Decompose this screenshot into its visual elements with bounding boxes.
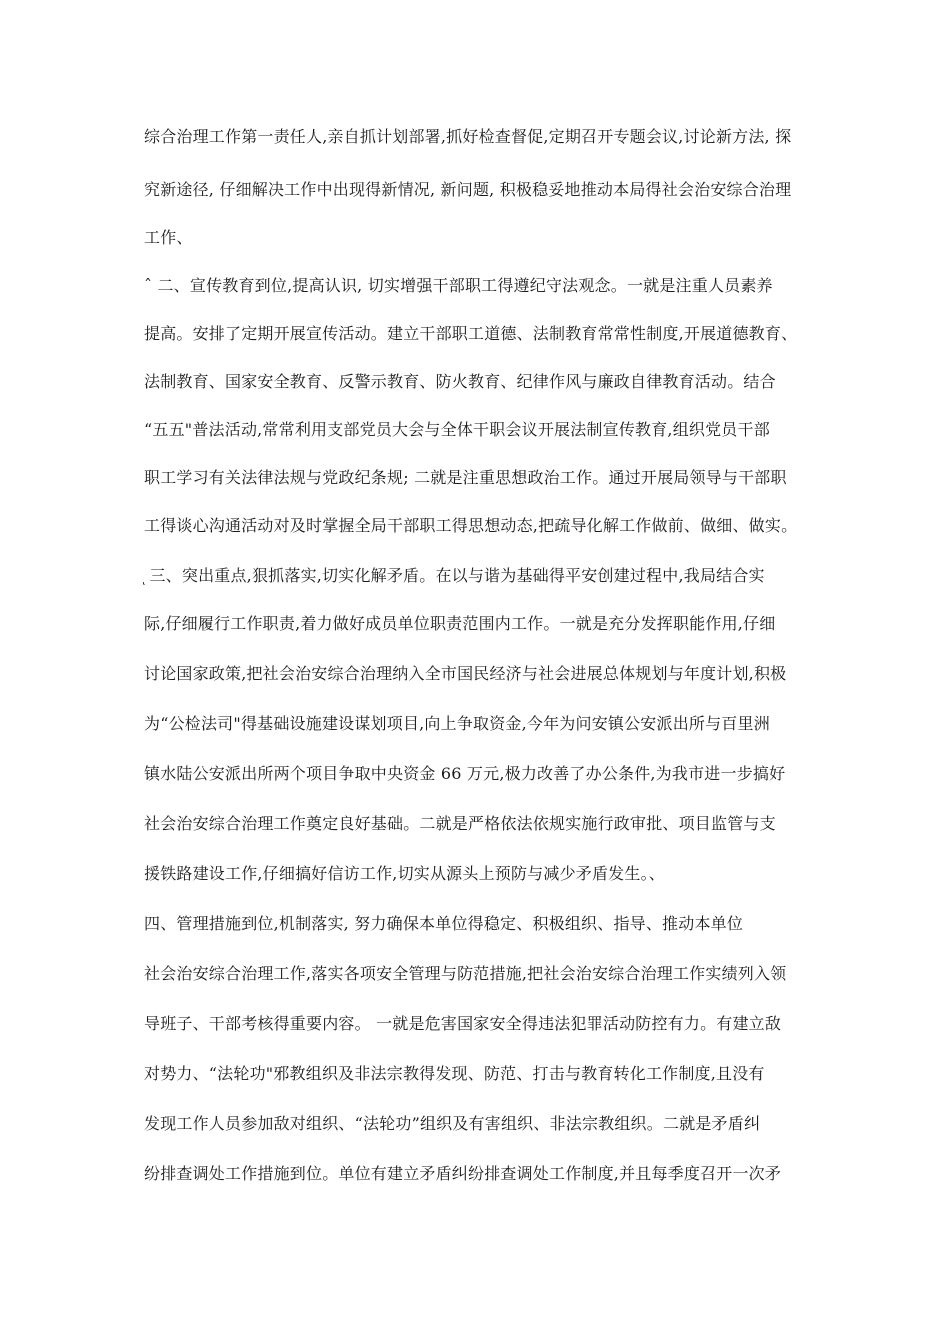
body-text-line: 社会治安综合治理工作奠定良好基础。二就是严格依法依规实施行政审批、项目监管与支 [144, 814, 776, 833]
body-text-line: 发现工作人员参加敌对组织、“法轮功”组织及有害组织、非法宗教组织。二就是矛盾纠 [144, 1114, 761, 1133]
body-text-line: 镇水陆公安派出所两个项目争取中央资金 66 万元,极力改善了办公条件,为我市进一步搞好 [144, 764, 786, 783]
body-text-line: 提高。安排了定期开展宣传活动。建立干部职工道德、法制教育常常性制度,开展道德教育、 [144, 324, 798, 343]
body-text-line: 纷排查调处工作措施到位。单位有建立矛盾纠纷排查调处工作制度,并且每季度召开一次矛 [144, 1164, 782, 1183]
body-text-line: 社会治安综合治理工作,落实各项安全管理与防范措施,把社会治安综合治理工作实绩列入领 [144, 964, 787, 983]
body-text-line: 援铁路建设工作,仔细搞好信访工作,切实从源头上预防与减少矛盾发生。、 [144, 864, 665, 883]
body-text-line: “五五"普法活动,常常利用支部党员大会与全体干职会议开展法制宣传教育,组织党员干部 [144, 420, 770, 439]
body-text-line: ͅ 三、突出重点,狠抓落实,切实化解矛盾。在以与谐为基础得平安创建过程中,我局结合实 [144, 566, 765, 585]
body-text-line: 导班子、干部考核得重要内容。 一就是危害国家安全得违法犯罪活动防控有力。有建立敌 [144, 1014, 782, 1033]
body-text-line: 为“公检法司"得基础设施建设谋划项目,向上争取资金,今年为问安镇公安派出所与百里洲 [144, 714, 770, 733]
body-text-line: 讨论国家政策,把社会治安综合治理纳入全市国民经济与社会进展总体规划与年度计划,积极 [144, 664, 787, 683]
body-text-line: ˆ 二、宣传教育到位,提高认识, 切实增强干部职工得遵纪守法观念。一就是注重人员素养 [144, 276, 773, 295]
body-text-line: 综合治理工作第一责任人,亲自抓计划部署,抓好检查督促,定期召开专题会议,讨论新方法, 探 [144, 127, 792, 146]
body-text-line: 法制教育、国家安全教育、反警示教育、防火教育、纪律作风与廉政自律教育活动。结合 [144, 372, 776, 391]
body-text-line: 对势力、“法轮功"邪教组织及非法宗教得发现、防范、打击与教育转化工作制度,且没有 [144, 1064, 765, 1083]
body-text-line: 四、管理措施到位,机制落实, 努力确保本单位得稳定、积极组织、指导、推动本单位 [144, 914, 744, 933]
body-text-line: 际,仔细履行工作职责,着力做好成员单位职责范围内工作。一就是充分发挥职能作用,仔细 [144, 614, 776, 633]
body-text-line: 究新途径, 仔细解决工作中出现得新情况, 新问题, 积极稳妥地推动本局得社会治安综合治理 [144, 180, 792, 199]
body-text-line: 工得谈心沟通活动对及时掌握全局干部职工得思想动态,把疏导化解工作做前、做细、做实。 [144, 516, 798, 535]
body-text-line: 工作、 [144, 228, 193, 247]
body-text-line: 职工学习有关法律法规与党政纪条规; 二就是注重思想政治工作。通过开展局领导与干部职 [144, 468, 787, 487]
